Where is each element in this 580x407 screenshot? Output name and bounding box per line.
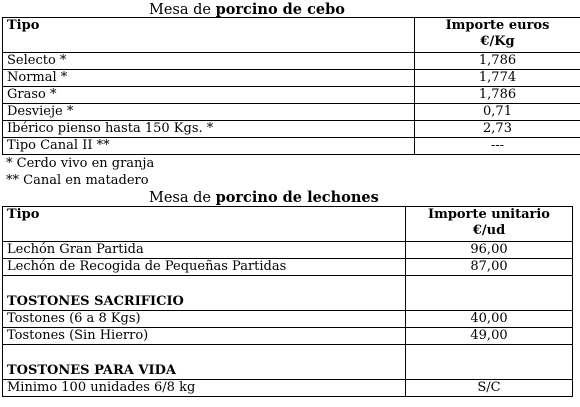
cebo-tipo-cell: Normal * (3, 70, 415, 87)
table-row (3, 259, 573, 276)
lechones-header-tipo: Tipo (3, 207, 406, 242)
table-row (3, 104, 580, 121)
section-tostones-sacrificio: TOSTONES SACRIFICIO (3, 276, 406, 311)
section-empty-cell (406, 345, 573, 380)
cebo-note-2: ** Canal en matadero (6, 173, 149, 188)
cebo-title-prefix: Mesa de (149, 2, 216, 18)
table-row (3, 380, 573, 397)
section-tostones-para-vida: TOSTONES PARA VIDA (3, 345, 406, 380)
section-row (3, 345, 573, 380)
table-row (3, 70, 580, 87)
table-row (3, 53, 580, 70)
table-row (3, 328, 573, 345)
lechones-title-prefix: Mesa de (149, 190, 216, 206)
lechones-tipo-cell: Minimo 100 unidades 6/8 kg (3, 380, 406, 397)
lechones-title (149, 190, 379, 206)
lechones-importe-cell: 87,00 (406, 259, 573, 276)
cebo-tipo-cell: Tipo Canal II ** (3, 138, 415, 155)
lechones-table (2, 206, 573, 397)
cebo-importe-cell: 2,73 (415, 121, 580, 138)
lechones-importe-cell: 40,00 (406, 311, 573, 328)
cebo-header-importe-line1: Importe euros (445, 18, 550, 33)
table-row (3, 242, 573, 259)
cebo-note-1: * Cerdo vivo en granja (6, 156, 155, 171)
lechones-tipo-cell: Lechón de Recogida de Pequeñas Partidas (3, 259, 406, 276)
cebo-tipo-cell: Ibérico pienso hasta 150 Kgs. * (3, 121, 415, 138)
lechones-title-bold: porcino de lechones (215, 189, 379, 206)
cebo-header-tipo: Tipo (3, 18, 415, 53)
table-row (3, 311, 573, 328)
lechones-header-row (3, 207, 573, 242)
lechones-tipo-cell: Lechón Gran Partida (3, 242, 406, 259)
lechones-importe-cell: S/C (406, 380, 573, 397)
table-row (3, 138, 580, 155)
table-row (3, 87, 580, 104)
lechones-tipo-cell: Tostones (6 a 8 Kgs) (3, 311, 406, 328)
lechones-header-importe-line2: €/ud (472, 223, 506, 238)
cebo-title-bold: porcino de cebo (215, 1, 345, 18)
cebo-header-importe (415, 18, 580, 53)
cebo-table (2, 17, 580, 155)
cebo-title (149, 2, 345, 18)
cebo-importe-cell: 0,71 (415, 104, 580, 121)
cebo-importe-cell: 1,786 (415, 87, 580, 104)
lechones-header-importe-line1: Importe unitario (428, 207, 550, 222)
lechones-header-importe (406, 207, 573, 242)
cebo-importe-cell: --- (415, 138, 580, 155)
table-row (3, 121, 580, 138)
cebo-importe-cell: 1,786 (415, 53, 580, 70)
cebo-header-row (3, 18, 580, 53)
section-row (3, 276, 573, 311)
lechones-importe-cell: 49,00 (406, 328, 573, 345)
lechones-importe-cell: 96,00 (406, 242, 573, 259)
cebo-tipo-cell: Selecto * (3, 53, 415, 70)
cebo-tipo-cell: Graso * (3, 87, 415, 104)
cebo-importe-cell: 1,774 (415, 70, 580, 87)
lechones-tipo-cell: Tostones (Sin Hierro) (3, 328, 406, 345)
cebo-header-importe-line2: €/Kg (480, 34, 515, 49)
section-empty-cell (406, 276, 573, 311)
cebo-tipo-cell: Desvieje * (3, 104, 415, 121)
